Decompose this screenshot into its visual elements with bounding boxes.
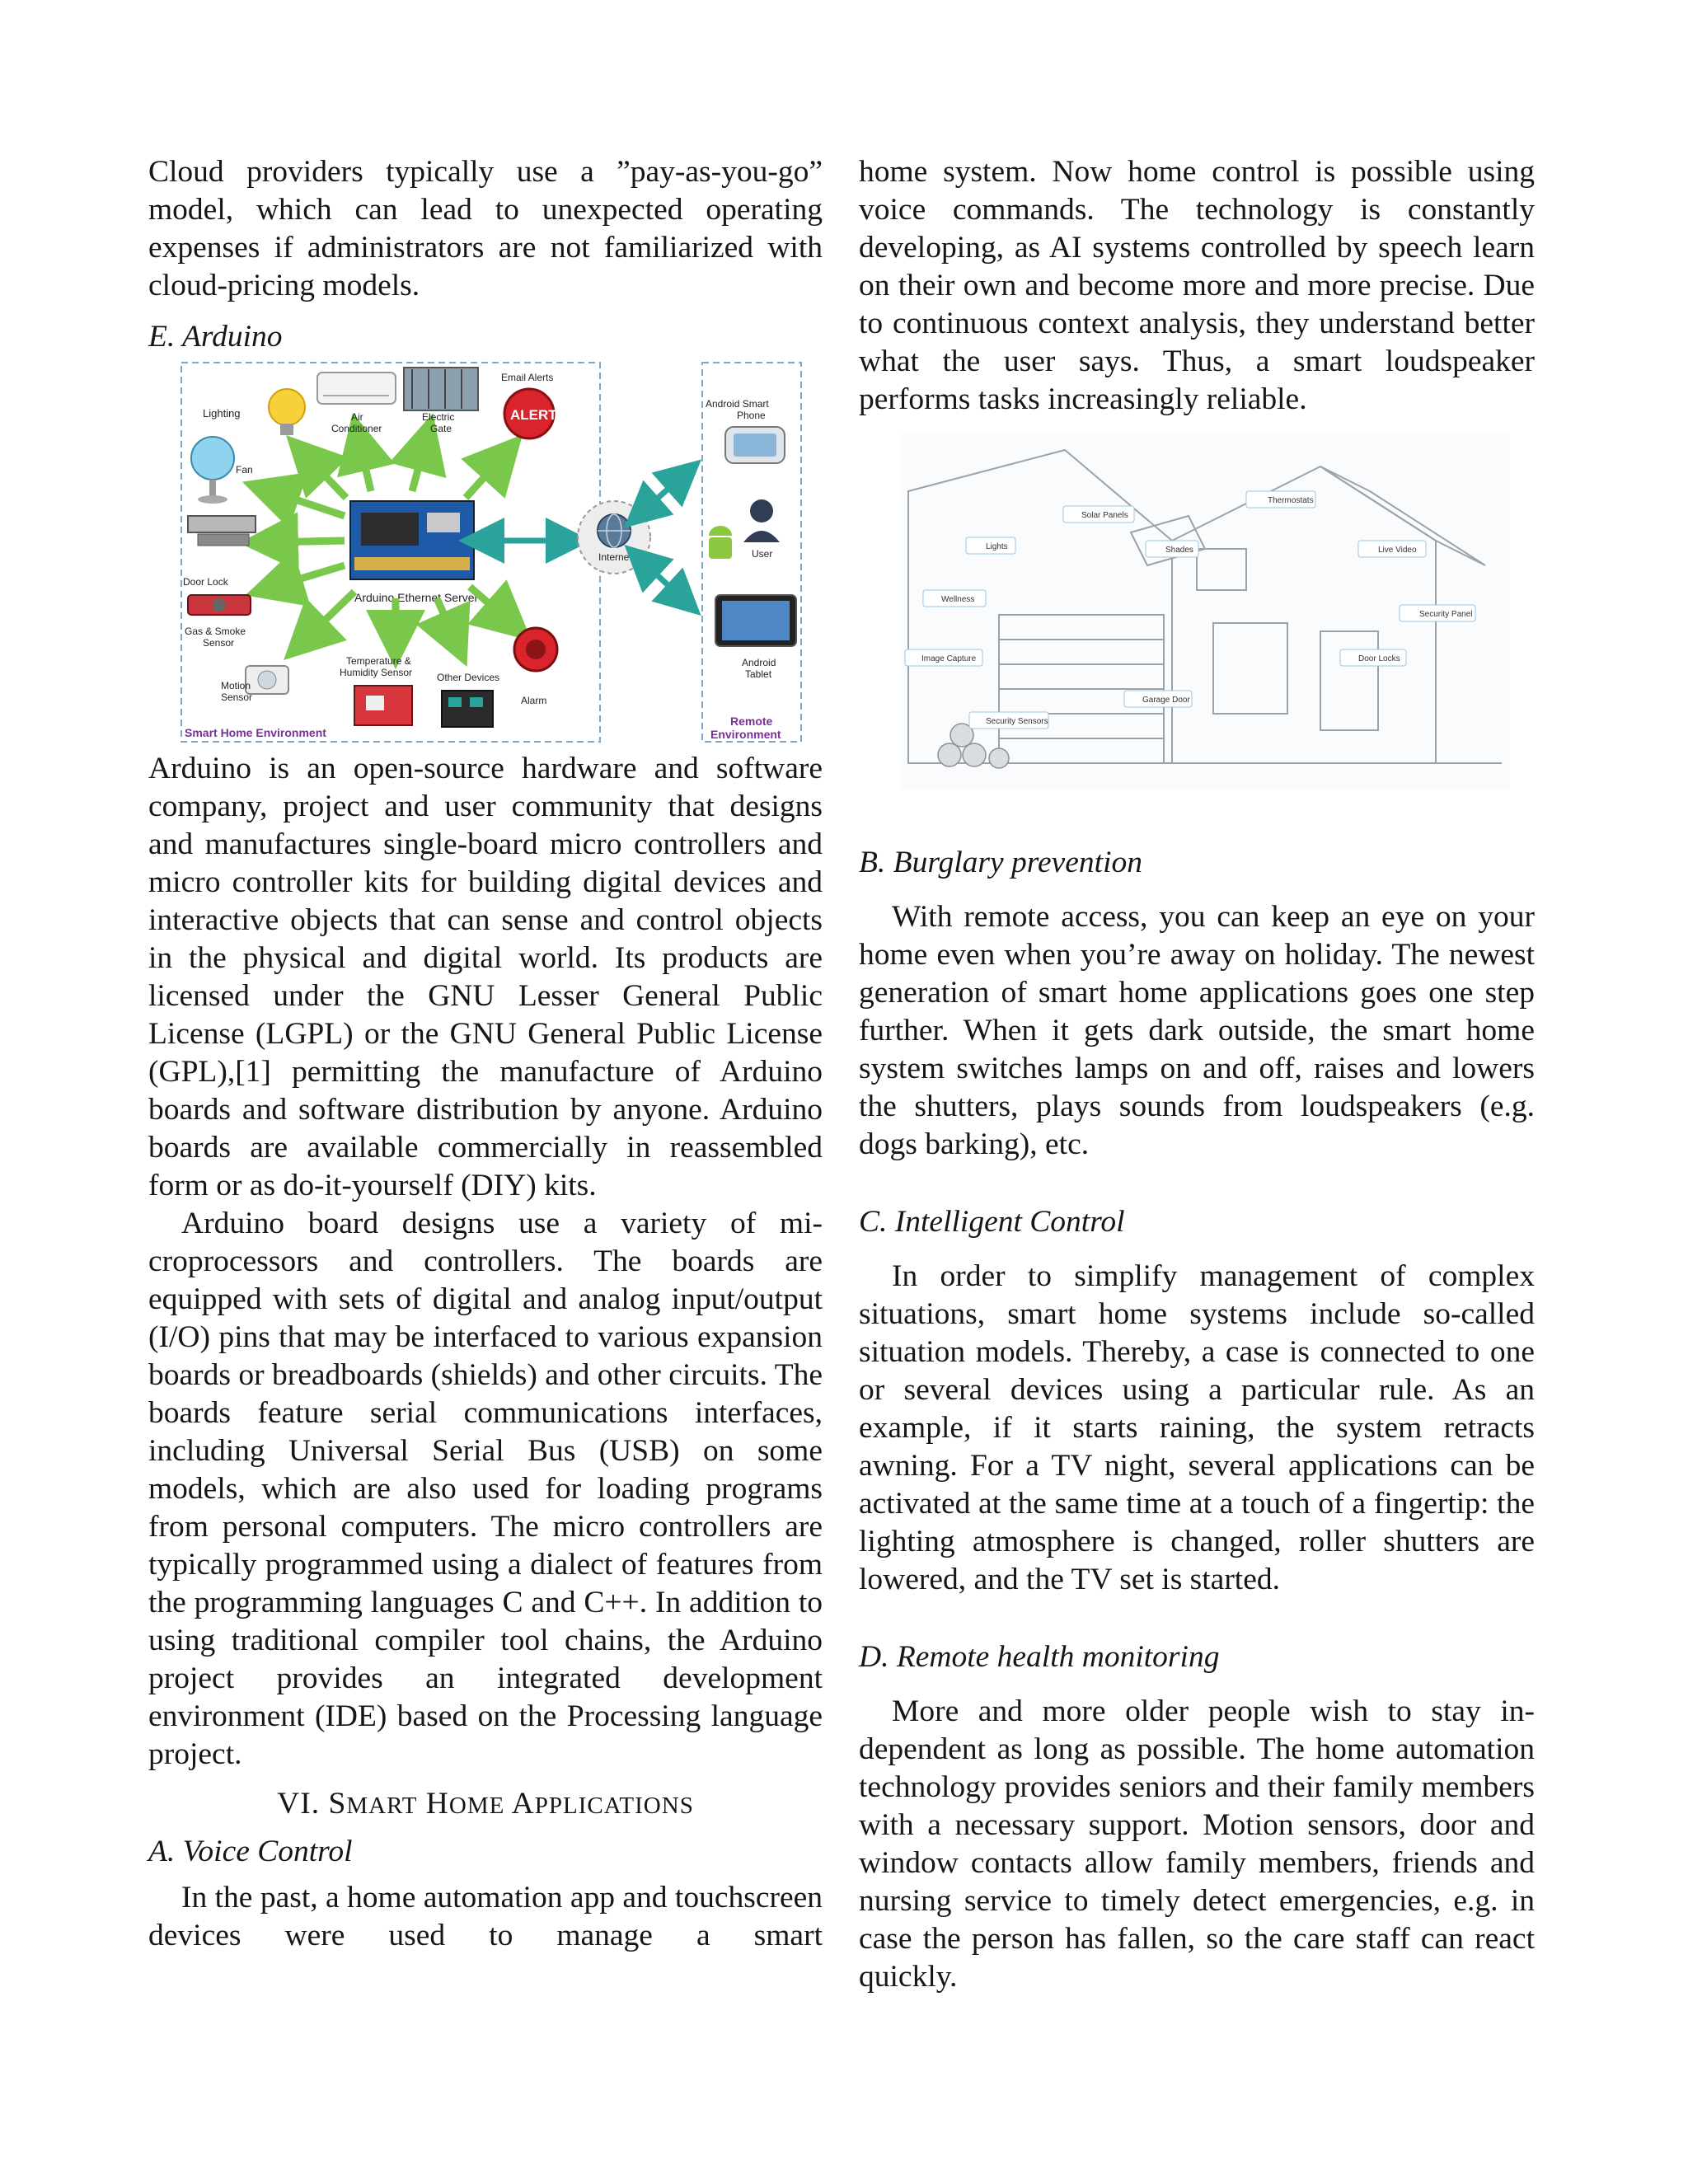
- android-tablet-label-2: Tablet: [745, 668, 772, 680]
- air-conditioner-label-2: Conditioner: [331, 423, 382, 434]
- paragraph-arduino-intro: Arduino is an open-source hardware and software company, project and user community that designs and manufactures single-board micro controllers and micro controller kits for building digital devices and interactive objects that can sense and control objects in the physical and digital world. Its products are licensed under the GNU Lesser General Public License (LGPL) or the GNU General Public License (GPL),[1] permitting the manufacture of Arduino boards and software distribution by anyone. Arduino boards are available commercially in reassembled form or as do-it-yourself (DIY) kits.: [148, 752, 823, 1202]
- smartphone-icon: [725, 427, 785, 463]
- solar-panels-tag: Solar Panels: [1081, 511, 1128, 520]
- gas-sensor-label-2: Sensor: [203, 637, 235, 649]
- paragraph-burglary-prevention: With remote access, you can keep an eye on your home even when you’re away on holiday. The newest generation of smart home applications goes one step further. When it gets dark outside, the smart home system switches lamps on and off, raises and lowers the shutters, plays sounds from loudspeakers (e.g. dogs barking), etc.: [859, 900, 1535, 1161]
- relay-board-icon: [442, 691, 493, 727]
- section-word-3-initial: A: [511, 1787, 535, 1821]
- arduino-smart-home-diagram: [148, 359, 823, 747]
- right-column: [859, 153, 1535, 1996]
- user-avatar-icon: [743, 499, 780, 542]
- heading-voice-control: A. Voice Control: [148, 1835, 353, 1868]
- heading-burglary-prevention: B. Burglary prevention: [859, 846, 1143, 879]
- smart-house-illustration: [859, 434, 1535, 796]
- android-robot-icon: [709, 526, 732, 559]
- section-number: VI.: [277, 1787, 321, 1821]
- section-word-3-rest: PPLICATIONS: [534, 1793, 694, 1819]
- light-bulb-icon: [269, 389, 305, 435]
- air-conditioner-label-1: Air: [351, 411, 363, 423]
- android-phone-label-2: Phone: [737, 410, 766, 421]
- thermostats-tag: Thermostats: [1268, 496, 1314, 505]
- paragraph-voice-control-continued: home system. Now home control is possible using voice commands. The technology is constantly developing, as AI systems controlled by speech learn on their own and become more and more precise. Due to continuous context analysis, they understand better what the user says. Thus, a smart loudspeaker performs tasks increasingly reliable.: [859, 155, 1535, 416]
- tablet-icon: [715, 595, 796, 646]
- electric-gate-label-1: Electric: [422, 411, 455, 423]
- user-label: User: [752, 548, 773, 560]
- paragraph-intelligent-control: In order to simplify management of complex situations, smart home systems include so-called situation models. Thereby, a case is connected to one or several devices using a particular rule. As an example, if it starts raining, the system retracts awning. For a TV night, several applications can be activated at the same time at a touch of a fingertip: the lighting atmosphere is changed, roller shutters are lowered, and the TV set is started.: [859, 1259, 1535, 1596]
- android-tablet-label-1: Android: [742, 657, 776, 668]
- door-lock-icon: [188, 516, 256, 546]
- garage-door-tag: Garage Door: [1142, 696, 1190, 705]
- email-alerts-label: Email Alerts: [501, 372, 554, 383]
- air-conditioner-icon: [317, 373, 396, 404]
- section-word-2-initial: H: [425, 1787, 449, 1821]
- other-devices-label: Other Devices: [437, 672, 500, 683]
- motion-sensor-icon: [246, 666, 288, 694]
- alert-text: ALERT: [510, 407, 557, 423]
- section-word-2-rest: OME: [448, 1793, 505, 1819]
- section-word-1-rest: MART: [346, 1793, 418, 1819]
- fan-icon: [191, 437, 234, 504]
- gas-sensor-label-1: Gas & Smoke: [185, 626, 246, 637]
- gas-smoke-sensor-icon: [188, 595, 251, 615]
- internet-label: Internet: [598, 551, 632, 563]
- section-heading-smart-home-applications: [148, 1785, 823, 1825]
- lighting-label: Lighting: [203, 407, 241, 419]
- door-locks-tag: Door Locks: [1358, 654, 1400, 663]
- heading-intelligent-control: C. Intelligent Control: [859, 1205, 1125, 1239]
- live-video-tag: Live Video: [1378, 546, 1417, 555]
- arduino-board-icon: [350, 501, 474, 579]
- electric-gate-label-2: Gate: [430, 423, 452, 434]
- temperature-sensor-icon: [354, 686, 412, 725]
- left-column: [148, 153, 823, 1955]
- heading-remote-health-monitoring: D. Remote health monitoring: [859, 1640, 1220, 1674]
- server-label: Arduino Ethernet Server: [354, 591, 479, 604]
- android-phone-label-1: Android Smart: [706, 398, 769, 410]
- paragraph-cloud-pricing: Cloud providers typically use a ”pay-as-you-go” model, which can lead to unexpected operating expenses if administrators are not familiarized with cloud-pricing models.: [148, 155, 823, 302]
- remote-label-2: Environment: [710, 728, 781, 741]
- section-word-1-initial: S: [328, 1787, 347, 1821]
- paragraph-remote-health-monitoring: More and more older people wish to stay independent as long as possible. The home automation technology provides seniors and their family members with a necessary support. Motion sensors, door and window contacts allow family members, friends and nursing service to timely detect emergencies, e.g. in case the person has fallen, so the care staff can react quickly.: [859, 1694, 1535, 1994]
- lights-tag: Lights: [986, 542, 1008, 551]
- motion-sensor-label-2: Sensor: [221, 691, 253, 703]
- heading-arduino: E. Arduino: [148, 320, 283, 354]
- temperature-sensor-label-1: Temperature &: [346, 655, 411, 667]
- motion-sensor-label-1: Motion: [221, 680, 251, 691]
- image-capture-tag: Image Capture: [921, 654, 977, 663]
- security-sensors-tag: Security Sensors: [986, 717, 1048, 726]
- paragraph-arduino-boards: Arduino board designs use a variety of microprocessors and controllers. The boards are equipped with sets of digital and analog input/output (I/O) pins that may be interfaced to various expansion boards or breadboards (shields) and other circuits. The boards feature serial communications interfaces, including Universal Serial Bus (USB) on some models, which are also used for loading programs from personal computers. The micro controllers are typically programmed using a dialect of features from the programming languages C and C++. In addition to using traditional compiler tool chains, the Arduino project provides an integrated development environment (IDE) based on the Processing language project.: [148, 1207, 823, 1771]
- door-lock-label: Door Lock: [183, 576, 228, 588]
- alarm-siren-icon: [514, 628, 557, 671]
- remote-label-1: Remote: [730, 715, 773, 728]
- electric-gate-icon: [404, 368, 478, 410]
- temperature-sensor-label-2: Humidity Sensor: [340, 667, 413, 678]
- smart-home-environment-label: Smart Home Environment: [185, 726, 326, 739]
- alarm-label: Alarm: [521, 695, 547, 706]
- fan-label: Fan: [236, 464, 253, 476]
- wellness-tag: Wellness: [941, 595, 975, 604]
- paragraph-voice-control: In the past, a home automation app and touchscreen devices were used to manage a smart: [148, 1881, 823, 1952]
- shades-tag: Shades: [1165, 546, 1193, 555]
- security-panel-tag: Security Panel: [1419, 610, 1473, 619]
